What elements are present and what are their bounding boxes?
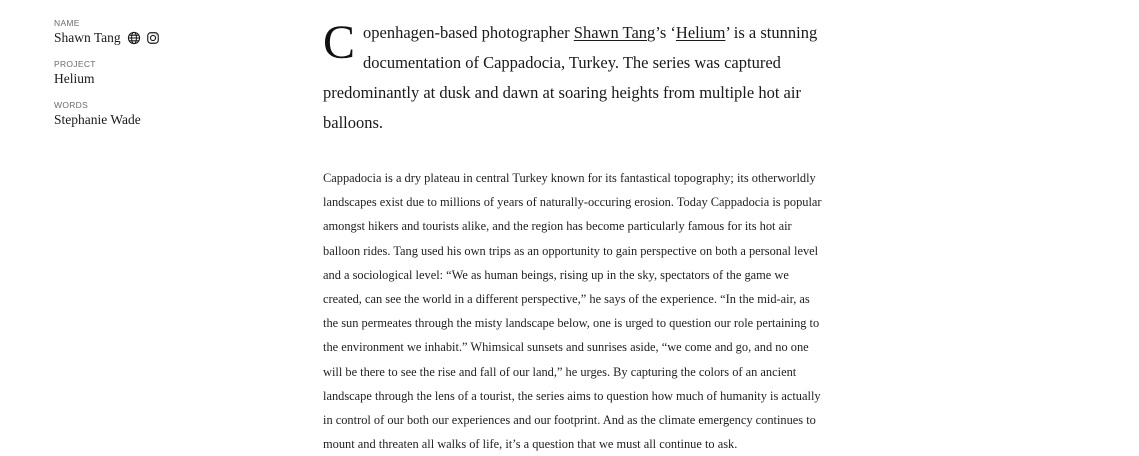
author-name: [54, 111, 254, 129]
project-meta: [54, 17, 254, 140]
article: [323, 18, 833, 456]
project-link[interactable]: Helium: [675, 23, 726, 42]
meta-name-row: [54, 29, 254, 47]
author-name-text: Stephanie Wade: [54, 112, 141, 127]
meta-words: [54, 99, 254, 129]
instagram-icon[interactable]: [146, 31, 160, 45]
meta-project: [54, 58, 254, 88]
meta-project-label: PROJECT: [54, 59, 96, 69]
photographer-link[interactable]: Shawn Tang: [573, 23, 656, 42]
project-name-text: Helium: [54, 71, 95, 86]
globe-icon[interactable]: [127, 31, 141, 45]
photographer-name[interactable]: Shawn Tang: [54, 30, 121, 45]
meta-name: [54, 17, 254, 47]
drop-cap: C: [323, 16, 356, 69]
meta-words-label: WORDS: [54, 100, 89, 110]
meta-name-label: NAME: [54, 18, 80, 28]
article-body: Cappadocia is a dry plateau in central Turkey known for its fantastical topography; its otherworldly landscapes exist due to millions of years of naturally-occuring erosion. Today Cappadocia is popular amongst hikers and tourists alike, and the region has become particularly famous for its hot air balloon rides. Tang used his own trips as an opportunity to gain perspective on both a personal level and a sociological level: “We as human beings, rising up in the sky, spectators of the game we created, can see the world in a different perspective,” he says of the experience. “In the mid-air, as the sun permeates through the misty landscape below, one is urged to question our role pertaining to the environment we inhabit.” Whimsical sunsets and sunrises aside, “we come and go, and no one will be there to see the rise and fall of our land,” he urges. By capturing the colors of an ancient landscape through the lens of a tourist, the series aims to question how much of humanity is actually in control of our both our experiences and our footprint. And as the climate emergency continues to mount and threaten all walks of life, it’s a question that we must all continue to ask.: [323, 171, 822, 452]
project-name: [54, 70, 254, 88]
lead-text-1: openhagen-based photographer: [363, 23, 574, 42]
lead-text-3: ’ is a stunning documentation of Cappadocia, Turkey. The series was captured predominantly at dusk and dawn at soaring heights from multiple hot air balloons.: [323, 23, 818, 132]
lead-text-2: ’s ‘: [655, 23, 676, 42]
article-lead: [323, 18, 833, 138]
